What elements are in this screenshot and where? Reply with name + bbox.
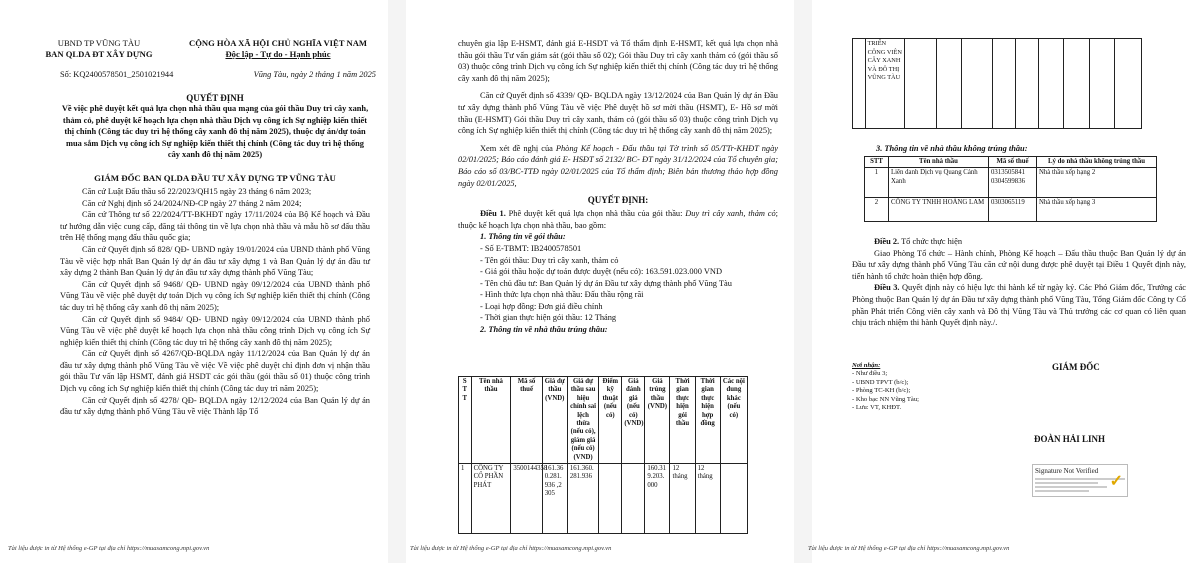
column-header: Thời gian thực hiện gói thầu <box>670 377 695 464</box>
proposal-consideration <box>458 143 778 189</box>
table-cell: Nhà thầu xếp hạng 3 <box>1037 198 1157 222</box>
column-header: Giá trúng thầu (VND) <box>645 377 670 464</box>
article-2-text: Tổ chức thực hiện <box>899 237 963 246</box>
table-row <box>865 168 1157 198</box>
table-cell: 160.319.203.000 <box>645 464 670 534</box>
legal-basis-item: Căn cứ Quyết định số 828/ QĐ- UBND ngày 19/01/2024 của UBND thành phố Vũng Tàu về việc hợp nhất Ban Quản lý dự án đầu tư xây dựng 1 và Ban Quản lý dự án đầu tư xây dựng 2 thành Ban Quản lý dự án đầu tư xây dựng thành phố Vũng Tàu; <box>60 244 370 278</box>
signature-check-icon: ✓ <box>1109 473 1123 490</box>
column-header: Giá dự thầu sau hiệu chỉnh sai lệch thừa (nếu có), giảm giá (nếu có) (VND) <box>567 377 598 464</box>
table-cell <box>993 39 1016 129</box>
losing-bidders-table <box>864 156 1157 222</box>
table-cell: 161.360.281.936 <box>567 464 598 534</box>
column-header: Tên nhà thầu <box>889 157 989 168</box>
recipients-block <box>852 362 919 412</box>
legal-basis-item: Căn cứ Luật Đấu thầu số 22/2023/QH15 ngày 23 tháng 6 năm 2023; <box>82 186 312 196</box>
article-3-label: Điều 3. <box>874 283 900 293</box>
section-2-title: 2. Thông tin về nhà thầu trúng thầu: <box>480 325 608 335</box>
table-cell <box>1039 39 1064 129</box>
footer-bar <box>0 545 1200 563</box>
column-header: Tên nhà thầu <box>471 377 511 464</box>
table-row <box>459 464 748 534</box>
article-3 <box>852 282 1186 328</box>
column-header: Điểm kỹ thuật (nếu có) <box>599 377 622 464</box>
winning-bidder-table-continued <box>852 38 1142 129</box>
table-cell: 0303065119 <box>989 198 1037 222</box>
table-cell: 12 tháng <box>695 464 720 534</box>
article-1 <box>458 208 778 231</box>
table-cell <box>1114 39 1141 129</box>
table-cell <box>720 464 747 534</box>
legal-basis-item: Căn cứ Thông tư số 22/2024/TT-BKHĐT ngày 17/11/2024 của Bộ Kế hoạch và Đầu tư hướng dẫn việc cung cấp, đăng tải thông tin về lựa chọn nhà thầu và mẫu hồ sơ đấu thầu trên Hệ thống mạng đấu thầu quốc gia; <box>60 210 370 243</box>
table-row <box>853 39 1142 129</box>
table-cell <box>961 39 992 129</box>
signature-detail-line <box>1035 486 1107 488</box>
recipient-item: - UBND TPVT (b/c); <box>852 378 909 386</box>
table-cell: CÔNG TY TNHH HOÀNG LAM <box>889 198 989 222</box>
digital-signature-box[interactable] <box>1032 464 1128 497</box>
page-gutter <box>794 0 812 563</box>
package-info-list <box>458 243 778 324</box>
recipients-title: Nơi nhận: <box>852 362 881 369</box>
column-header: Thời gian thực hiện hợp đồng <box>695 377 720 464</box>
table-cell: 1 <box>865 168 889 198</box>
package-info-item: - Hình thức lựa chọn nhà thầu: Đấu thầu rộng rãi <box>480 290 644 300</box>
column-header: Giá đánh giá (nếu có) (VND) <box>622 377 645 464</box>
org-dept: BAN QLDA ĐT XÂY DỰNG <box>45 49 153 59</box>
column-header: Lý do nhà thầu không trúng thầu <box>1037 157 1157 168</box>
article-2-label: Điều 2. <box>874 237 900 246</box>
section-3-title: 3. Thông tin về nhà thầu không trúng thầu: <box>876 144 1028 153</box>
winning-bidder-table <box>458 376 748 534</box>
footer-note: Tài liệu được in từ Hệ thống e-GP tại địa chỉ https://muasamcong.mpi.gov.vn <box>8 545 210 552</box>
package-info-item: - Tên chủ đầu tư: Ban Quản lý dự án Đầu tư xây dựng thành phố Vũng Tàu <box>480 278 732 288</box>
article-2-body: Giao Phòng Tổ chức – Hành chính, Phòng Kế hoạch – Đấu thầu thuộc Ban Quản lý dự án Đầu tư xây dựng thành phố Vũng Tàu căn cứ nội dung được phê duyệt tại Điều 1 Quyết định này, tiến hành tổ chức hoàn thiện hợp đồng. <box>852 248 1186 281</box>
legal-basis-item: Căn cứ Quyết định số 9468/ QĐ- UBND ngày 09/12/2024 của UBND thành phố Vũng Tàu về việc phê duyệt dự toán Dịch vụ công ích Sự nghiệp kiến thiết thị chính (Công tác duy trì hệ thống cây xanh đô thị năm 2025); <box>60 279 370 312</box>
signature-detail-line <box>1035 490 1089 492</box>
table-cell <box>1016 39 1039 129</box>
article-2 <box>852 236 1186 248</box>
org-name: UBND TP VŨNG TÀU <box>57 38 141 48</box>
table-cell: Nhà thầu xếp hạng 2 <box>1037 168 1157 198</box>
article-1-label: Điều 1. <box>480 209 506 219</box>
article-1-text: Phê duyệt kết quả lựa chọn nhà thầu của gói thầu: <box>505 209 686 219</box>
proposal-lead: Xem xét đề nghị của <box>480 143 556 153</box>
article-1-tail: ; thuộc kế hoạch lựa chọn nhà thầu, bao gồm: <box>458 209 778 230</box>
decide-heading: QUYẾT ĐỊNH: <box>587 195 649 206</box>
table-cell <box>1064 39 1089 129</box>
legal-basis-item: Căn cứ Quyết định số 9484/ QĐ- UBND ngày 09/12/2024 của UBND thành phố Vũng Tàu về việc phê duyệt kế hoạch lựa chọn nhà thầu công trình Dịch vụ công ích Sự nghiệp kiến thiết thị chính (Công tác duy trì hệ thống cây xanh đô thị năm 2025); <box>60 314 370 347</box>
package-info-item: - Tên gói thầu: Duy trì cây xanh, thảm cỏ <box>480 255 619 265</box>
table-cell: 0313505841 0304599836 <box>989 168 1037 198</box>
recipient-item: - Như điều 3; <box>852 370 888 378</box>
signer-name: ĐOÀN HẢI LINH <box>1034 434 1106 444</box>
table-cell <box>936 39 961 129</box>
page-2 <box>406 0 795 545</box>
legal-basis-item: Căn cứ Nghị định số 24/2024/NĐ-CP ngày 27 tháng 2 năm 2024; <box>82 198 302 208</box>
column-header: STT <box>865 157 889 168</box>
table-header-row <box>459 377 748 464</box>
package-info-item: - Số E-TBMT: IB2400578501 <box>480 243 582 253</box>
table-cell <box>622 464 645 534</box>
legal-basis-continued: chuyên gia lập E-HSMT, đánh giá E-HSDT và Tổ thẩm định E-HSMT, kết quả lựa chọn nhà thầu gói thầu Tư vấn giám sát (gói thầu số 02); Gói thầu Duy trì cây xanh thảm cỏ (gói thầu số 03) thuộc công trình Dịch vụ công ích Sự nghiệp kiến thiết thị chính (Công tác duy trì hệ thống cây xanh đô thị năm 2025); <box>458 39 778 83</box>
footer-note: Tài liệu được in từ Hệ thống e-GP tại địa chỉ https://muasamcong.mpi.gov.vn <box>410 545 612 552</box>
authority-heading: GIÁM ĐỐC BAN QLDA ĐẦU TƯ XÂY DỰNG TP VŨNG TÀU <box>94 172 336 183</box>
recipient-item: - Lưu: VT, KHĐT. <box>852 404 902 412</box>
decision-subject: Về việc phê duyệt kết quả lựa chọn nhà thầu qua mạng của gói thầu Duy trì cây xanh, thảm cỏ, phê duyệt kế hoạch lựa chọn nhà thầu Dịch vụ công ích Sự nghiệp kiến thiết thị chính (Công tác duy trì hệ thống cây xanh đô thị năm 2025), thuộc dự án/dự toán mua sắm Dịch vụ công ích Sự nghiệp kiến thiết thị chính (Công tác duy trì hệ thống cây xanh đô thị năm 2025) <box>61 104 369 160</box>
legal-basis-item: Căn cứ Quyết định số 4278/ QĐ- BQLDA ngày 12/12/2024 của Ban Quản lý dự án đầu tư xây dựng thành phố Vũng Tàu về việc Thành lập Tổ <box>60 395 370 417</box>
article-3-text: Quyết định này có hiệu lực thi hành kể từ ngày ký. Các Phó Giám đốc, Trưởng các Phòng thuộc Ban Quản lý dự án Đầu tư xây dựng thành phố Vũng Tàu, Tổng Giám đốc Công ty Cổ phần Phát triển Công viên cây xanh và Đô thị Vũng Tàu và Thủ trưởng các cơ quan có liên quan chịu trách nhiệm thi hành Quyết định này./. <box>852 283 1186 328</box>
package-info-item: - Loại hợp đồng: Đơn giá điều chỉnh <box>480 301 603 311</box>
table-cell <box>599 464 622 534</box>
footer-note: Tài liệu được in từ Hệ thống e-GP tại địa chỉ https://muasamcong.mpi.gov.vn <box>808 545 1010 552</box>
signature-status: Signature Not Verified <box>1035 467 1099 475</box>
nation-title: CỘNG HÒA XÃ HỘI CHỦ NGHĨA VIỆT NAM <box>188 38 368 48</box>
legal-basis-item: Căn cứ Quyết định số 4267/QĐ-BQLDA ngày 11/12/2024 của Ban Quản lý dự án đầu tư xây dựng thành phố Vũng Tàu về việc Về việc phê duyệt chỉ định đơn vị nhận thầu gói thầu Tư vấn lập HSMT, đánh giá HSDT các gói thầu (gói thầu số 01) thuộc công trình Dịch vụ công ích Sự nghiệp kiến thiết thị chính (Công tác duy trì năm 2025); <box>60 349 370 394</box>
legal-basis-item: Căn cứ Quyết định số 4339/ QĐ- BQLDA ngày 13/12/2024 của Ban Quản lý dự án Đầu tư xây dựng thành phố Vũng Tàu về việc Phê duyệt hồ sơ mời thầu (HSMT), E- Hồ sơ mời thầu (E-HSMT) Gói thầu Duy trì cây xanh, thảm cỏ (gói thầu số 03) thuộc công trình Dịch vụ công ích Sự nghiệp kiến thiết thị chính (Công tác duy trì hệ thống cây xanh đô thị năm 2025); <box>458 91 778 136</box>
legal-basis-list <box>60 186 370 418</box>
section-1-title: 1. Thông tin về gói thầu: <box>480 232 566 242</box>
place-date: Vũng Tàu, ngày 2 tháng 1 năm 2025 <box>253 70 376 79</box>
page-gutter <box>388 0 406 563</box>
recipient-item: - Phòng TC-KH (b/c); <box>852 387 911 395</box>
article-1-package: Duy trì cây xanh, thảm cỏ <box>685 209 776 219</box>
table-cell: CÔNG TY CỔ PHẦN PHÁT <box>471 464 511 534</box>
recipient-item: - Kho bạc NN Vũng Tàu; <box>852 395 919 403</box>
document-number: Số: KQ2400578501_2501021944 <box>60 70 174 79</box>
column-header: Mã số thuế <box>511 377 542 464</box>
table-cell: Liên danh Dịch vụ Quang Cảnh Xanh <box>889 168 989 198</box>
table-cell: 12 tháng <box>670 464 695 534</box>
table-row <box>865 198 1157 222</box>
table-cell: 3500144358 <box>511 464 542 534</box>
column-header: S T T <box>459 377 472 464</box>
nation-motto: Độc lập - Tự do - Hạnh phúc <box>225 49 331 59</box>
table-cell: TRIỂN CÔNG VIÊN CÂY XANH VÀ ĐÔ THỊ VŨNG TÀU <box>865 39 905 129</box>
column-header: Mã số thuế <box>989 157 1037 168</box>
package-info-item: - Giá gói thầu hoặc dự toán được duyệt (nếu có): 163.591.023.000 VND <box>480 267 722 277</box>
column-header: Các nội dung khác (nếu có) <box>720 377 747 464</box>
page-1 <box>0 0 389 545</box>
signer-title: GIÁM ĐỐC <box>1052 362 1100 372</box>
table-header-row <box>865 157 1157 168</box>
table-cell: 2 <box>865 198 889 222</box>
table-cell <box>905 39 936 129</box>
decision-title: QUYẾT ĐỊNH <box>186 93 244 103</box>
table-cell <box>1089 39 1114 129</box>
page-3 <box>812 0 1200 545</box>
table-cell: 161.360.281.936 ,2305 <box>542 464 567 534</box>
signature-detail-line <box>1035 482 1098 484</box>
table-cell <box>853 39 866 129</box>
proposal-reference: Phòng Kế hoạch - Đấu thầu tại Tờ trình số 05/TTr-KHĐT ngày 02/01/2025; Báo cáo đánh giá E- HSĐT số 2132/ BC- ĐT ngày 31/12/2024 của Tổ chuyên gia; Báo cáo số 03/BC-TTĐ ngày 02/01/2025 của Tổ thẩm định; Biên bản thương thảo hợp đồng ngày 02/01/2025, <box>458 143 778 188</box>
table-cell: 1 <box>459 464 472 534</box>
package-info-item: - Thời gian thực hiện gói thầu: 12 Tháng <box>480 313 617 323</box>
document-header <box>0 0 388 60</box>
column-header: Giá dự thầu (VND) <box>542 377 567 464</box>
